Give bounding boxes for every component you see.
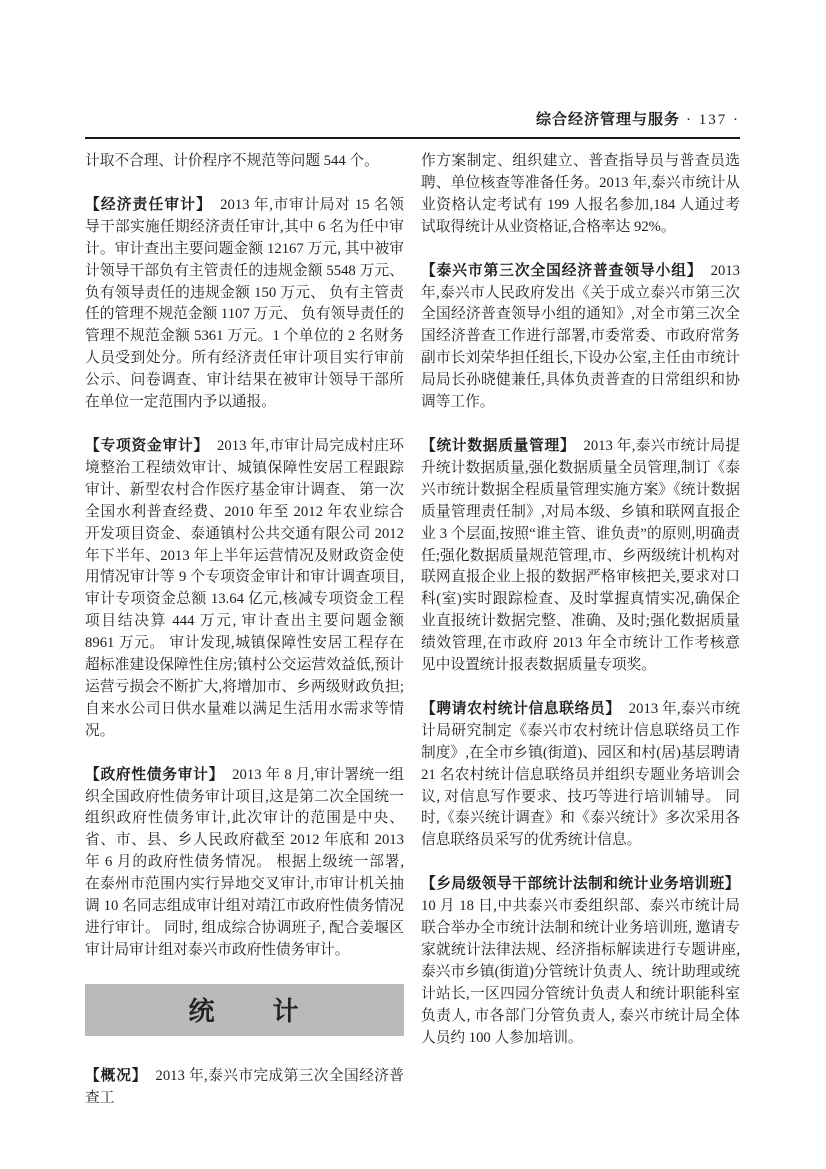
right-column [421, 151, 740, 1110]
entry-heading: 【乡局级领导干部统计法制和统计业务培训班】 [421, 876, 740, 893]
entry-text: 2013 年,泰兴市统计局研究制定《泰兴市农村统计信息联络员工作制度》,在全市乡镇(街道)、园区和村(居)基层聘请 21 名农村统计信息联络员并组织专题业务培训会议, 对信息写作要求、技巧等进行培训辅导。 同时,《泰兴统计调查》和《泰兴统计》多次采用各信息联络员采写的优秀统计信息。 [421, 700, 740, 849]
entry-census-leading-group [421, 261, 740, 414]
page-content [85, 0, 740, 1110]
entry-statistics-training-class [421, 874, 740, 1049]
entry-text: 计取不合理、计价程序不规范等问题 544 个。 [85, 153, 379, 169]
entry-heading: 【政府性债务审计】 [85, 766, 225, 783]
entry-heading: 【泰兴市第三次全国经济普查领导小组】 [421, 262, 703, 279]
entry-continuation [85, 151, 404, 173]
left-column [85, 151, 404, 1110]
entry-heading: 【概况】 [85, 1067, 148, 1084]
entry-overview [85, 1066, 404, 1110]
entry-text: 2013 年,市审计局完成村庄环境整治工程绩效审计、城镇保障性安居工程跟踪审计、新型农村合作医疗基金审计调查、 第一次全国水利普查经费、2010 年至 2012 年农业综合开发项目资金、泰通镇村公共交通有限公司 2012 年下半年、2013 年上半年运营情况及财政资金使用情况审计等 9 个专项资金审计和审计调查项目,审计专项资金总额 13.64 亿元,核减专项资金工程项目结决算 444 万元, 审计查出主要问题金额 8961 万元。 审计发现,城镇保障性安居工程存在超标准建设保障性住房;镇村公交运营效益低,预计运营亏损会不断扩大,将增加市、乡两级财政负担;自来水公司日供水量难以满足生活用水需求等情况。 [85, 437, 404, 739]
entry-text: 10 月 18 日,中共泰兴市委组织部、泰兴市统计局联合举办全市统计法制和统计业务培训班, 邀请专家就统计法律法规、经济指标解读进行专题讲座, 泰兴市乡镇(街道)分管统计负责人、统计助理或统计站长,一区四园分管统计负责人和统计职能科室负责人, 市各部门分管负责人, 泰兴市统计局全体人员约 100 人参加培训。 [421, 898, 740, 1046]
entry-text: 作方案制定、组织建立、普查指导员与普查员选聘、单位核查等准备任务。2013 年,泰兴市统计从业资格认定考试有 199 人报名参加,184 人通过考试取得统计从业资格证,合格率达 92%。 [421, 153, 740, 235]
entry-data-quality-management [421, 436, 740, 677]
page-number: · 137 · [686, 112, 740, 128]
entry-heading: 【经济责任审计】 [85, 196, 213, 213]
entry-text: 2013 年,泰兴市人民政府发出《关于成立泰兴市第三次全国经济普查领导小组的通知》,对全市第三次全国经济普查工作进行部署,市委常委、市政府常务副市长刘荣华担任组长,下设办公室,主任由市统计局局长孙晓健兼任,具体负责普查的日常组织和协调等工作。 [421, 262, 740, 411]
two-column-layout [85, 151, 740, 1110]
entry-economic-responsibility-audit [85, 195, 404, 414]
entry-government-debt-audit [85, 765, 404, 962]
entry-text: 2013 年 8 月,审计署统一组织全国政府性债务审计项目,这是第二次全国统一组织政府性债务审计,此次审计的范围是中央、省、市、县、乡人民政府截至 2012 年底和 2013 年 6 月的政府性债务情况。 根据上级统一部署, 在泰州市范围内实行异地交叉审计,市审计机关抽调 10 名同志组成审计组对靖江市政府性债务情况进行审计。 同时, 组成综合协调班子, 配合姜堰区审计局审计组对泰兴市政府性债务审计。 [85, 766, 404, 958]
entry-overview-continuation [421, 151, 740, 239]
entry-special-funds-audit [85, 436, 404, 743]
running-header [85, 110, 740, 139]
entry-heading: 【专项资金审计】 [85, 437, 209, 454]
section-banner-label: 统 计 [188, 996, 301, 1027]
entry-text: 2013 年,市审计局对 15 名领导干部实施任期经济责任审计,其中 6 名为任中审计。审计查出主要问题金额 12167 万元, 其中被审计领导干部负有主管责任的违规金额 5548 万元、负有领导责任的违规金额 150 万元、 负有主管责任的管理不规范金额 1107 万元、 负有领导责任的管理不规范金额 5361 万元。1 个单位的 2 名财务人员受到处分。所有经济责任审计项目实行审前公示、问卷调查、审计结果在被审计领导干部所在单位一定范围内予以通报。 [85, 196, 404, 411]
entry-rural-info-liaisons [421, 699, 740, 852]
entry-heading: 【聘请农村统计信息联络员】 [421, 700, 621, 717]
entry-text: 2013 年,泰兴市完成第三次全国经济普查工 [85, 1067, 404, 1106]
entry-heading: 【统计数据质量管理】 [421, 437, 576, 454]
section-title: 综合经济管理与服务 [535, 111, 680, 128]
entry-text: 2013 年,泰兴市统计局提升统计数据质量,强化数据质量全员管理,制订《泰兴市统计数据全程质量管理实施方案》《统计数据质量管理责任制》,对局本级、乡镇和联网直报企业 3 个层面,按照“谁主管、谁负责”的原则,明确责任;强化数据质量规范管理,市、乡两级统计机构对联网直报企业上报的数据严格审核把关,要求对口科(室)实时跟踪检查、及时掌握真情实况,确保企业直报统计数据完整、准确、及时;强化数据质量绩效管理,在市政府 2013 年全市统计工作考核意见中设置统计报表数据质量专项奖。 [421, 437, 740, 674]
section-banner-statistics [85, 984, 404, 1036]
